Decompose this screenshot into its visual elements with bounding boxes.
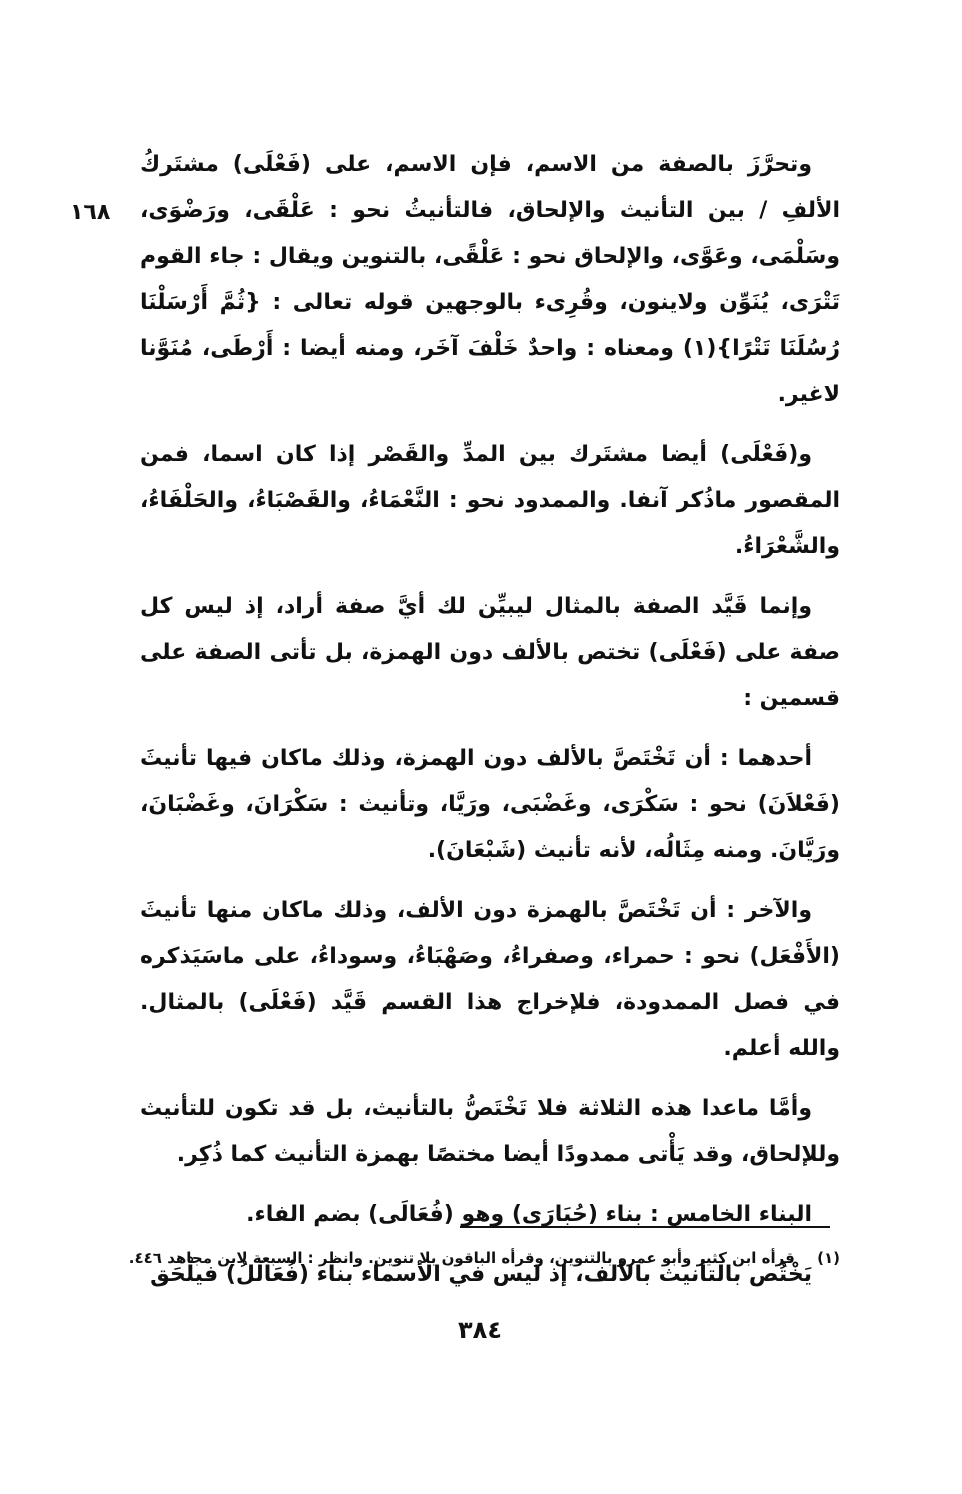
page-number: ٣٨٤	[458, 1316, 502, 1344]
paragraph-4: أحدهما : أن تَخْتَصَّ بالألف دون الهمزة، وذلك ماكان فيها تأنيثَ (فَعْلاَنَ) نحو : سَكْرَى، وغَضْبَى، ورَيَّا، وتأنيث : سَكْرَانَ، وغَضْبَانَ، ورَيَّانَ. ومنه مِثَالُه، لأنه تأنيث (شَبْعَانَ).	[140, 746, 840, 863]
footnote	[110, 1244, 840, 1272]
paragraph-8: يَخْتُص بالتأنيث بالألف، إذ ليس في الأسماء بناء (فُعَالَلُ) فيلْحَق	[150, 1262, 812, 1287]
footnote-text: قرأه ابن كثير وأبو عمرو بالتنوين، وقرأه الباقون بلا تنوين. وانظر : السبعة لابن مجاهد ٤٤٦.	[128, 1249, 795, 1267]
paragraph-1: وتحرَّزَ بالصفة من الاسم، فإن الاسم، على (فَعْلَى) مشتَركُ الألفِ / بين التأنيث والإلحاق، فالتأنيثُ نحو : عَلْقَى، ورَضْوَى، وسَلْمَى، وعَوَّى، والإلحاق نحو : عَلْقًى، بالتنوين ويقال : جاء القوم تَتْرَى، يُنَوِّن ولاينون، وقُرِىء بالوجهين قوله تعالى : {ثُمَّ أَرْسَلْنَا رُسُلَنَا تَتْرًا}(١) ومعناه : واحدٌ خَلْفَ آخَر، ومنه أيضا : أَرْطَى، مُنَوَّنا لاغير.	[140, 152, 840, 407]
margin-page-reference: ١٦٨	[70, 200, 111, 225]
paragraph-7: البناء الخامس : بناء (حُبَارَى) وهو (فُعَالَى) بضم الفاء.	[246, 1202, 812, 1227]
paragraph-6: وأمَّا ماعدا هذه الثلاثة فلا تَخْتَصُّ بالتأنيث، بل قد تكون للتأنيث وللإلحاق، وقد يَأْتى ممدودًا أيضا مختصًا بهمزة التأنيث كما ذُكِر.	[140, 1096, 840, 1167]
main-text-body	[140, 142, 840, 1312]
footnote-divider	[460, 1226, 830, 1228]
paragraph-3: وإنما قَيَّد الصفة بالمثال ليبيِّن لك أيَّ صفة أراد، إذ ليس كل صفة على (فَعْلَى) تختص بالألف دون الهمزة، بل تأتى الصفة على قسمين :	[140, 594, 840, 711]
paragraph-5: والآخر : أن تَخْتَصَّ بالهمزة دون الألف، وذلك ماكان منها تأنيثَ (الأَفْعَل) نحو : حمراء، وصفراءُ، وصَهْبَاءُ، وسوداءُ، على ماسَيَذكره في فصل الممدودة، فلإخراج هذا القسم قَيَّد (فَعْلَى) بالمثال. والله أعلم.	[140, 898, 840, 1061]
footnote-marker: (١)	[817, 1249, 840, 1267]
paragraph-2: و(فَعْلَى) أيضا مشتَرك بين المدِّ والقَصْر إذا كان اسما، فمن المقصور ماذُكر آنفا. والممدود نحو : النَّعْمَاءُ، والقَصْبَاءُ، والحَلْفَاءُ، والشَّعْرَاءُ.	[140, 442, 840, 559]
